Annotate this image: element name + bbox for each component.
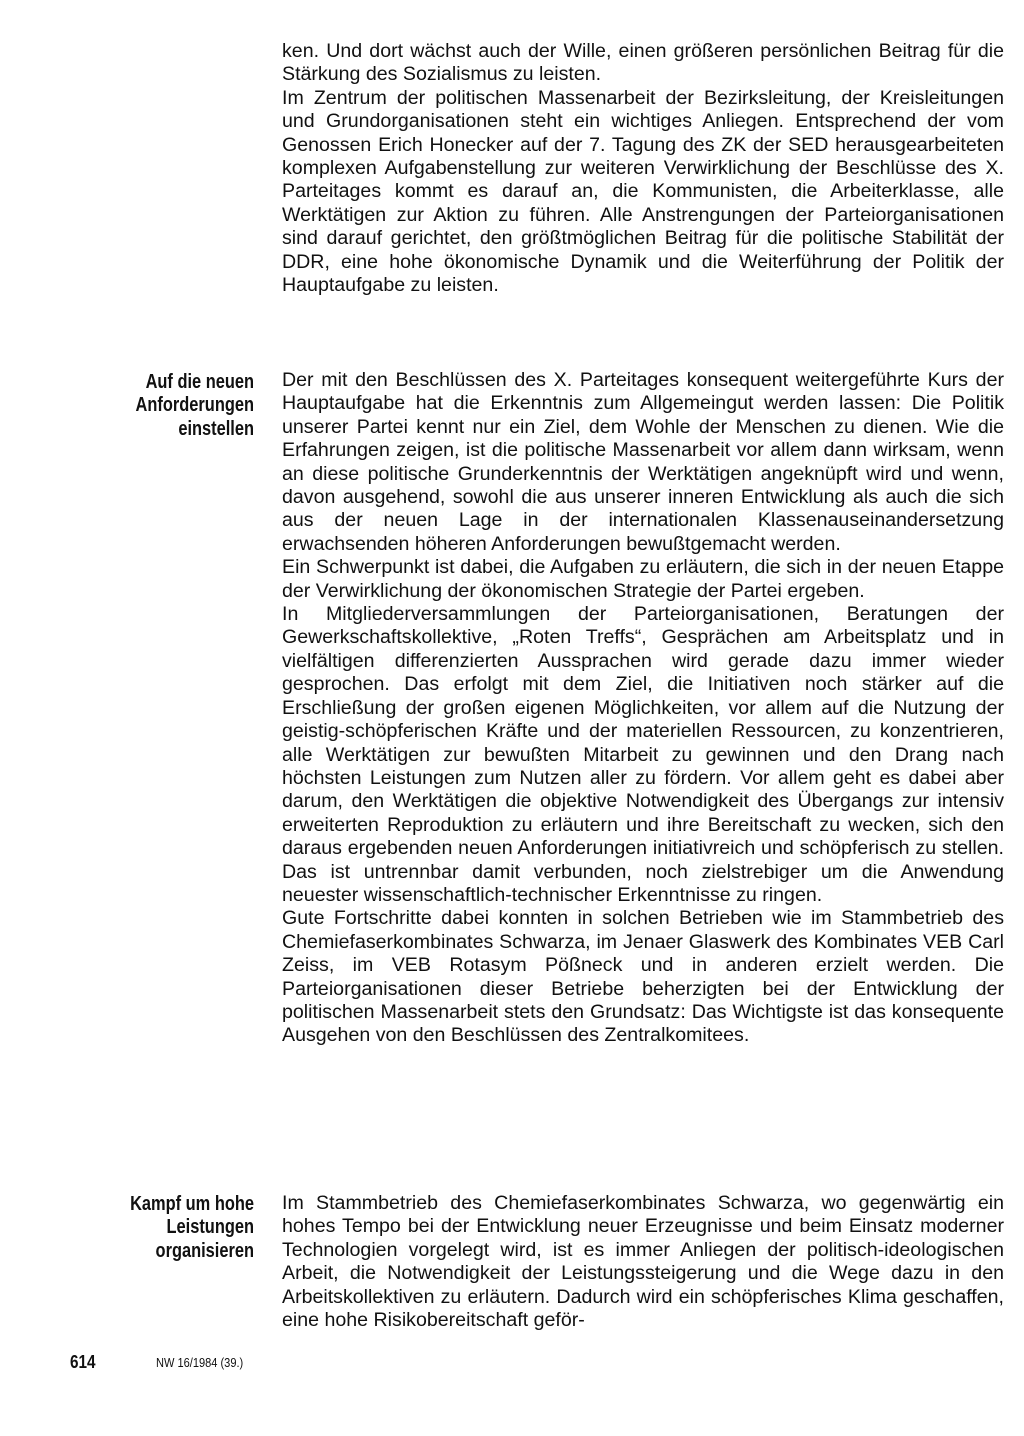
- paragraph: In Mitgliederversammlungen der Parteiorganisationen, Beratungen der Gewerkschaftskollektive, „Roten Treffs“, Gesprächen am Arbeitsplatz und in vielfältigen differenzierten Aussprachen wird gerade dazu immer wieder gesprochen. Das erfolgt mit dem Ziel, die Initiativen noch stärker auf die Erschließung der großen eigenen Möglichkeiten, vor allem auf die Nutzung der geistig-schöpferischen Kräfte und der materiellen Ressourcen, zu konzentrieren, alle Werktätigen zur bewußten Mitarbeit zu gewinnen und den Drang nach höchsten Leistungen zum Nutzen aller zu fördern. Vor allem geht es dabei aber darum, den Werktätigen die objektive Notwendigkeit des Übergangs zur intensiv erweiterten Reproduktion zu erläutern und ihre Bereitschaft zu wecken, sich den daraus ergebenden neuen Anforderungen initiativreich und schöpferisch zu stellen. Das ist untrennbar damit verbunden, noch zielstrebiger um die Anwendung neuester wissenschaftlich-technischer Erkenntnisse zu ringen.: [282, 603, 1004, 906]
- page-number: 614: [70, 1352, 96, 1372]
- paragraph: Ein Schwerpunkt ist dabei, die Aufgaben zu erläutern, die sich in der neuen Etappe der Verwirklichung der ökonomischen Strategie der Partei ergeben.: [282, 556, 1004, 602]
- side-heading-leistungen: [106, 1193, 254, 1263]
- paragraph: Im Stammbetrieb des Chemiefaserkombinates Schwarza, wo gegenwärtig ein hohes Tempo bei der Entwicklung neuer Erzeugnisse und beim Einsatz moderner Technologien vorgelegt wird, ist es immer Anliegen der politisch-ideologischen Arbeit, die Notwendigkeit der Leistungssteigerung und die Wege dazu in den Arbeitskollektiven zu erläutern. Dadurch wird ein schöpferisches Klima geschaffen, eine hohe Risikobereitschaft geför-: [282, 1192, 1004, 1332]
- paragraph: ken. Und dort wächst auch der Wille, einen größeren persönlichen Beitrag für die Stärkung des Sozialismus zu leisten.: [282, 40, 1004, 86]
- side-heading-line: Leistungen: [166, 1216, 254, 1239]
- text-block-anforderungen: [282, 369, 1004, 1048]
- paragraph: Im Zentrum der politischen Massenarbeit der Bezirksleitung, der Kreisleitungen und Grundorganisationen steht ein wichtiges Anliegen. Entsprechend der vom Genossen Erich Honecker auf der 7. Tagung des ZK der SED herausgearbeiteten komplexen Aufgabenstellung zur weiteren Verwirklichung der Beschlüsse des X. Parteitages kommt es darauf an, die Kommunisten, die Arbeiterklasse, alle Werktätigen zur Aktion zu führen. Alle Anstrengungen der Parteiorganisationen sind darauf gerichtet, den größtmöglichen Beitrag für die politische Stabilität der DDR, eine hohe ökonomische Dynamik und die Weiterführung der Politik der Hauptaufgabe zu leisten.: [282, 86, 1004, 297]
- side-heading-line: Auf die neuen: [145, 371, 254, 393]
- side-heading-line: Kampf um hohe: [130, 1193, 254, 1215]
- side-heading-line: organisieren: [155, 1239, 254, 1262]
- paragraph: Der mit den Beschlüssen des X. Parteitages konsequent weitergeführte Kurs der Hauptaufgabe hat die Erkenntnis zum Allgemeingut werden lassen: Die Politik unserer Partei kennt nur ein Ziel, dem Wohle der Menschen zu dienen. Wie die Erfahrungen zeigen, ist die politische Massenarbeit vor allem dann wirksam, wenn an diese politische Grunderkenntnis der Werktätigen angeknüpft wird und wenn, davon ausgehend, sowohl die aus unserer inneren Entwicklung als auch die sich aus der neuen Lage in der internationalen Klassenauseinandersetzung erwachsenden höheren Anforderungen bewußtgemacht werden.: [282, 369, 1004, 555]
- side-heading-anforderungen: [106, 371, 254, 441]
- issue-reference: NW 16/1984 (39.): [156, 1355, 244, 1370]
- text-block-leistungen: [282, 1192, 1004, 1332]
- text-block-intro: [282, 40, 1004, 297]
- paragraph: Gute Fortschritte dabei konnten in solchen Betrieben wie im Stammbetrieb des Chemiefaserkombinates Schwarza, im Jenaer Glaswerk des Kombinates VEB Carl Zeiss, im VEB Rotasym Pößneck und in anderen erzielt werden. Die Parteiorganisationen dieser Betriebe beherzigten bei der Entwicklung der politischen Massenarbeit stets den Grundsatz: Das Wichtigste ist das konsequente Ausgehen von den Beschlüssen des Zentralkomitees.: [282, 907, 1004, 1047]
- side-heading-line: Anforderungen: [135, 394, 254, 417]
- side-heading-line: einstellen: [178, 417, 254, 440]
